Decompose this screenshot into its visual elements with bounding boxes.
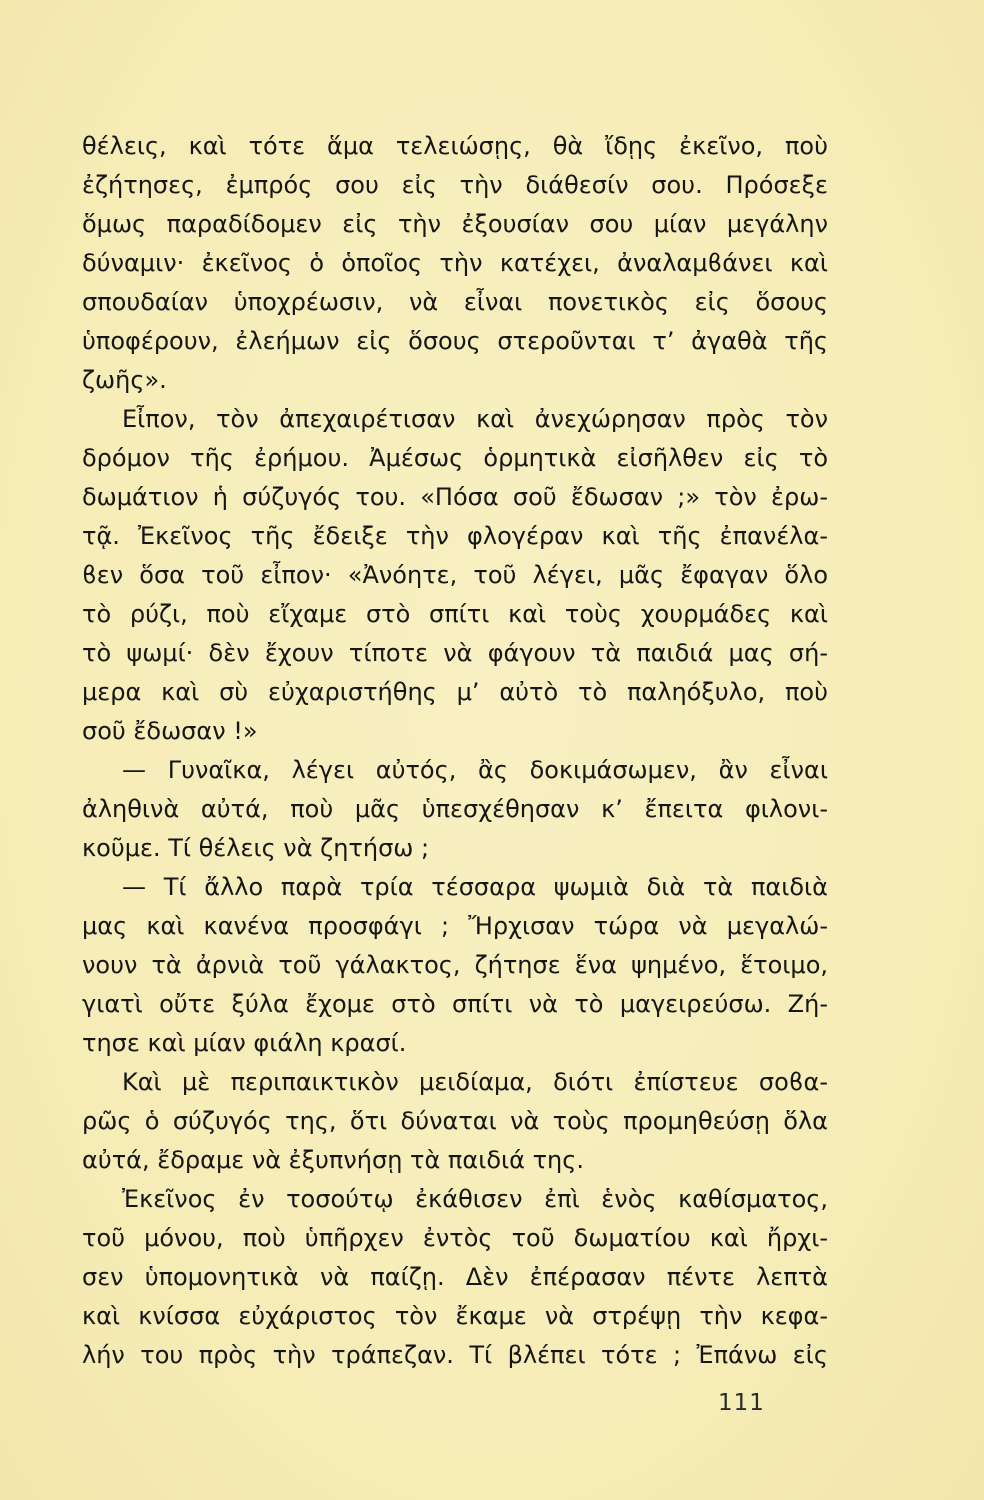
line-text: νουν τὰ ἀρνιὰ τοῦ γάλακτος, ζήτησε ἕνα ψημένο, ἕτοιμο, <box>82 951 828 979</box>
line-text: ὑποφέρουν, ἐλεήμων εἰς ὅσους στεροῦνται τ’ ἀγαθὰ τῆς <box>82 327 828 355</box>
text-line <box>82 712 828 751</box>
line-text: τησε καὶ μίαν φιάλη κρασί. <box>82 1029 407 1057</box>
text-line <box>82 985 828 1024</box>
line-text: Εἶπον, τὸν ἀπεχαιρέτισαν καὶ ἀνεχώρησαν πρὸς τὸν <box>122 405 828 433</box>
line-text: ζωῆς». <box>82 366 167 394</box>
line-text: δωμάτιον ἡ σύζυγός του. «Πόσα σοῦ ἔδωσαν ;» τὸν ἐρω- <box>82 483 828 511</box>
line-text: σπουδαίαν ὑποχρέωσιν, νὰ εἶναι πονετικὸς εἰς ὅσους <box>82 288 828 316</box>
line-text: τὸ ψωμί· δὲν ἔχουν τίποτε νὰ φάγουν τὰ παιδιά μας σή- <box>82 639 828 667</box>
line-text: αὐτά, ἔδραμε νὰ ἐξυπνήσῃ τὰ παιδιά της. <box>82 1146 584 1174</box>
line-text: λήν του πρὸς τὴν τράπεζαν. Τί βλέπει τότε ; Ἐπάνω εἰς <box>82 1341 828 1369</box>
text-line <box>82 1024 828 1063</box>
line-text: μερα καὶ σὺ εὐχαριστήθης μ’ αὐτὸ τὸ παληόξυλο, ποὺ <box>82 678 828 706</box>
text-line <box>82 517 828 556</box>
line-text: τοῦ μόνου, ποὺ ὑπῆρχεν ἐντὸς τοῦ δωματίου καὶ ἤρχι- <box>82 1224 828 1252</box>
line-text: ὅμως παραδίδομεν εἰς τὴν ἐξουσίαν σου μίαν μεγάλην <box>82 210 828 238</box>
paragraph-start-line <box>82 400 828 439</box>
text-line <box>82 1141 828 1180</box>
text-line <box>82 907 828 946</box>
line-text: τᾷ. Ἐκεῖνος τῆς ἔδειξε τὴν φλογέραν καὶ τῆς ἐπανέλα- <box>82 522 828 550</box>
line-text: — Γυναῖκα, λέγει αὐτός, ἂς δοκιμάσωμεν, ἂν εἶναι <box>122 756 828 784</box>
text-line <box>82 322 828 361</box>
text-line <box>82 283 828 322</box>
text-line <box>82 1258 828 1297</box>
line-text: καὶ κνίσσα εὐχάριστος τὸν ἔκαμε νὰ στρέψῃ τὴν κεφα- <box>82 1302 828 1330</box>
text-line <box>82 673 828 712</box>
body-text <box>82 127 828 1375</box>
line-text: θέλεις, καὶ τότε ἅμα τελειώσῃς, θὰ ἴδῃς ἐκεῖνο, ποὺ <box>82 132 828 160</box>
line-text: δύναμιν· ἐκεῖνος ὁ ὁποῖος τὴν κατέχει, ἀναλαμϐάνει καὶ <box>82 249 828 277</box>
page-number: 111 <box>718 1390 765 1416</box>
text-line <box>82 439 828 478</box>
text-line <box>82 478 828 517</box>
text-line <box>82 361 828 400</box>
line-text: ρῶς ὁ σύζυγός της, ὅτι δύναται νὰ τοὺς προμηθεύσῃ ὅλα <box>82 1107 828 1135</box>
line-text: Καὶ μὲ περιπαικτικὸν μειδίαμα, διότι ἐπίστευε σοϐα- <box>122 1068 828 1096</box>
line-text: — Τί ἄλλο παρὰ τρία τέσσαρα ψωμιὰ διὰ τὰ παιδιὰ <box>122 873 828 901</box>
text-line <box>82 634 828 673</box>
text-line <box>82 1102 828 1141</box>
text-line <box>82 205 828 244</box>
text-line <box>82 556 828 595</box>
text-line <box>82 1219 828 1258</box>
text-line <box>82 829 828 868</box>
paragraph-start-line <box>82 868 828 907</box>
line-text: μας καὶ κανένα προσφάγι ; Ἤρχισαν τώρα νὰ μεγαλώ- <box>82 912 828 940</box>
text-line <box>82 127 828 166</box>
line-text: σεν ὑπομονητικὰ νὰ παίζῃ. Δὲν ἐπέρασαν πέντε λεπτὰ <box>82 1263 828 1291</box>
line-text: γιατὶ οὔτε ξύλα ἔχομε στὸ σπίτι νὰ τὸ μαγειρεύσω. Ζή- <box>82 990 828 1018</box>
line-text: ἀληθινὰ αὐτά, ποὺ μᾶς ὑπεσχέθησαν κ’ ἔπειτα φιλονι- <box>82 795 828 823</box>
text-line <box>82 244 828 283</box>
line-text: Ἐκεῖνος ἐν τοσούτῳ ἐκάθισεν ἐπὶ ἑνὸς καθίσματος, <box>122 1185 828 1213</box>
line-text: ἐζήτησες, ἐμπρός σου εἰς τὴν διάθεσίν σου. Πρόσεξε <box>82 171 828 199</box>
text-line <box>82 1297 828 1336</box>
line-text: τὸ ρύζι, ποὺ εἴχαμε στὸ σπίτι καὶ τοὺς χουρμάδες καὶ <box>82 600 828 628</box>
paragraph-start-line <box>82 1063 828 1102</box>
paragraph-start-line <box>82 751 828 790</box>
text-line <box>82 1336 828 1375</box>
text-line <box>82 595 828 634</box>
line-text: κοῦμε. Τί θέλεις νὰ ζητήσω ; <box>82 834 430 862</box>
line-text: δρόμον τῆς ἐρήμου. Ἀμέσως ὁρμητικὰ εἰσῆλθεν εἰς τὸ <box>82 444 828 472</box>
text-line <box>82 790 828 829</box>
paragraph-start-line <box>82 1180 828 1219</box>
line-text: ϐεν ὅσα τοῦ εἶπον· «Ἀνόητε, τοῦ λέγει, μᾶς ἔφαγαν ὅλο <box>82 561 828 589</box>
line-text: σοῦ ἔδωσαν !» <box>82 717 258 745</box>
text-line <box>82 166 828 205</box>
text-line <box>82 946 828 985</box>
